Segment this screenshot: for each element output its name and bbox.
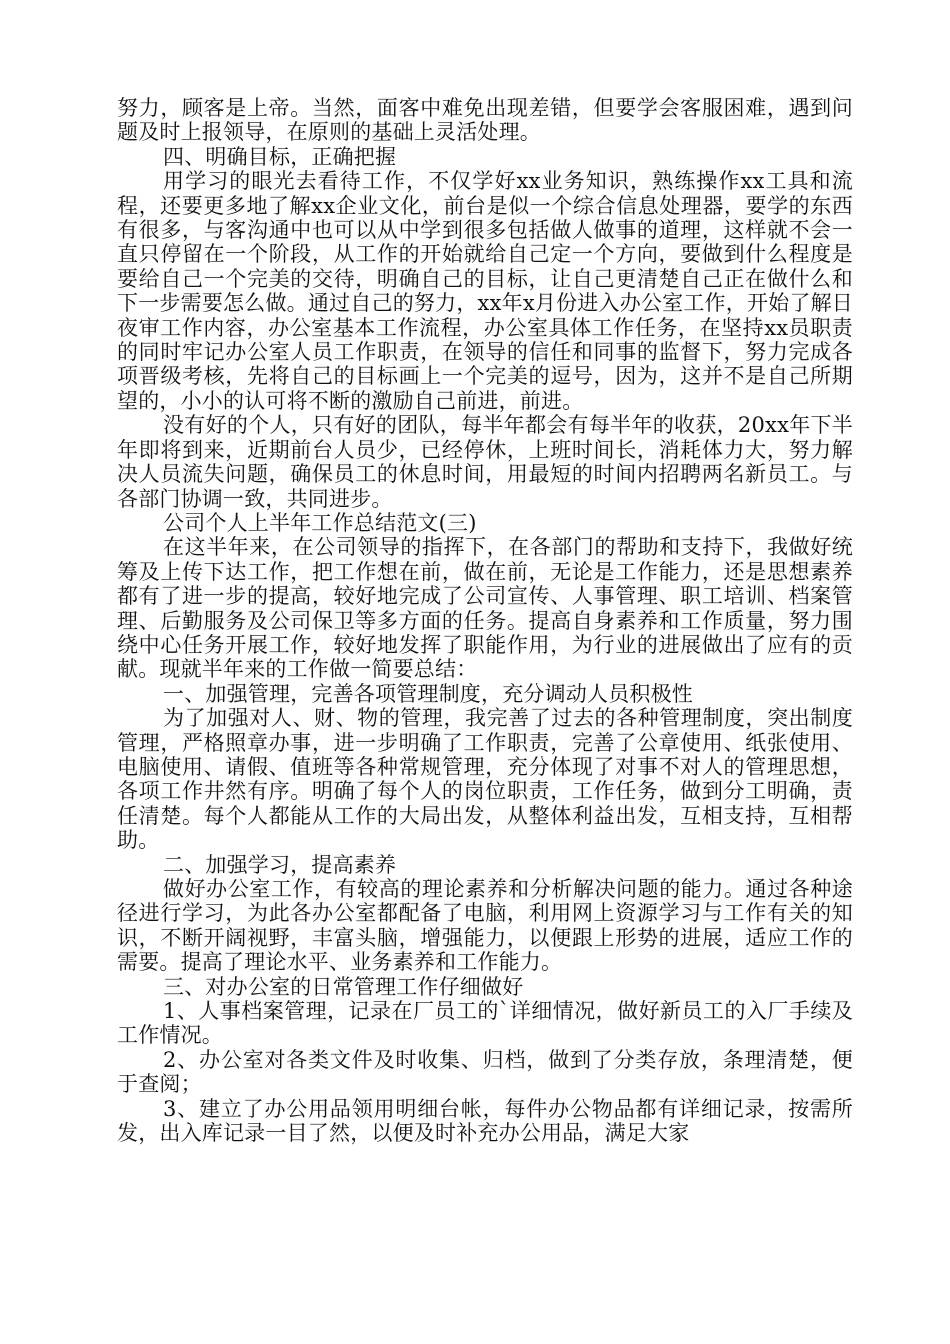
- paragraph-1: 努力，顾客是上帝。当然，面客中难免出现差错，但要学会客服困难，遇到问题及时上报领导，在原则的基础上灵活处理。: [117, 96, 853, 145]
- article-title-3: 公司个人上半年工作总结范文(三): [163, 510, 477, 535]
- section-heading-4: 四、明确目标，正确把握: [163, 144, 397, 169]
- section-heading-2: 二、加强学习，提高素养: [163, 852, 397, 877]
- paragraph-4: 在这半年来，在公司领导的指挥下，在各部门的帮助和支持下，我做好统筹及上传下达工作，把工作想在前，做在前，无论是工作能力，还是思想素养都有了进一步的提高，较好地完成了公司宣传、人事管理、职工培训、档案管理、后勤服务及公司保卫等多方面的任务。提高自身素养和工作质量，努力围绕中心任务开展工作，较好地发挥了职能作用，为行业的进展做出了应有的贡献。现就半年来的工作做一简要总结：: [117, 535, 853, 682]
- paragraph-3: 没有好的个人，只有好的团队，每半年都会有每半年的收获，20xx年下半年即将到来，近期前台人员少，已经停休，上班时间长，消耗体力大，努力解决人员流失问题，确保员工的休息时间，用最短的时间内招聘两名新员工。与各部门协调一致，共同进步。: [117, 413, 853, 511]
- paragraph-2: 用学习的眼光去看待工作，不仅学好xx业务知识，熟练操作xx工具和流程，还要更多地了解xx企业文化，前台是似一个综合信息处理器，要学的东西有很多，与客沟通中也可以从中学到很多包括做人做事的道理，这样就不会一直只停留在一个阶段，从工作的开始就给自己定一个方向，要做到什么程度是要给自己一个完美的交待，明确自己的目标，让自己更清楚自己正在做什么和下一步需要怎么做。通过自己的努力，xx年x月份进入办公室工作，开始了解日夜审工作内容，办公室基本工作流程，办公室具体工作任务，在坚持xx员职责的同时牢记办公室人员工作职责，在领导的信任和同事的监督下，努力完成各项晋级考核，先将自己的目标画上一个完美的逗号，因为，这并不是自己所期望的，小小的认可将不断的激励自己前进，前进。: [117, 169, 853, 413]
- section-heading-1: 一、加强管理，完善各项管理制度，充分调动人员积极性: [163, 681, 693, 706]
- list-item-1: 1、人事档案管理，记录在厂员工的`详细情况，做好新员工的入厂手续及工作情况。: [117, 999, 853, 1048]
- paragraph-5: 为了加强对人、财、物的管理，我完善了过去的各种管理制度，突出制度管理，严格照章办事，进一步明确了工作职责，完善了公章使用、纸张使用、电脑使用、请假、值班等各种常规管理，充分体现了对事不对人的管理思想，各项工作井然有序。明确了每个人的岗位职责，工作任务，做到分工明确，责任清楚。每个人都能从工作的大局出发，从整体利益出发，互相支持，互相帮助。: [117, 706, 853, 853]
- section-heading-3: 三、对办公室的日常管理工作仔细做好: [163, 974, 524, 999]
- document-page: [117, 96, 853, 1145]
- paragraph-6: 做好办公室工作，有较高的理论素养和分析解决问题的能力。通过各种途径进行学习，为此各办公室都配备了电脑，利用网上资源学习与工作有关的知识，不断开阔视野，丰富头脑，增强能力，以便跟上形势的进展，适应工作的需要。提高了理论水平、业务素养和工作能力。: [117, 877, 853, 975]
- list-item-2: 2、办公室对各类文件及时收集、归档，做到了分类存放，条理清楚，便于查阅；: [117, 1047, 853, 1097]
- list-item-3: 3、建立了办公用品领用明细台帐，每件办公物品都有详细记录，按需所发，出入库记录一目了然，以便及时补充办公用品，满足大家: [117, 1096, 853, 1146]
